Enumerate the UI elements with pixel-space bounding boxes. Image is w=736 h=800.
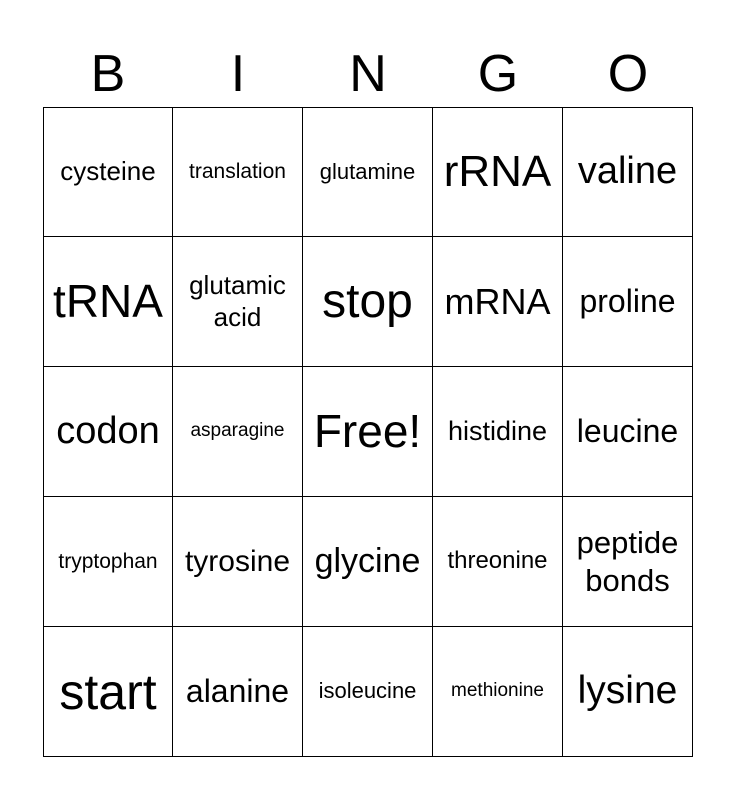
bingo-cell[interactable]: [173, 367, 303, 497]
header-letter-o: O: [607, 45, 649, 103]
bingo-cell[interactable]: [173, 627, 303, 757]
header-letter-b: B: [90, 45, 126, 103]
bingo-cell-label: codon: [56, 409, 160, 452]
bingo-cell[interactable]: [173, 237, 303, 367]
bingo-cell-label: threonine: [447, 547, 548, 575]
header-letter-g: G: [477, 45, 519, 103]
bingo-cell[interactable]: [563, 237, 693, 367]
bingo-cell[interactable]: [43, 367, 173, 497]
bingo-cell[interactable]: [173, 497, 303, 627]
bingo-cell[interactable]: [303, 237, 433, 367]
bingo-cell-label: Free!: [313, 404, 422, 457]
bingo-cell-label: alanine: [185, 673, 290, 710]
bingo-cell[interactable]: [433, 107, 563, 237]
bingo-cell-label: methionine: [451, 680, 544, 702]
bingo-cell[interactable]: [43, 237, 173, 367]
bingo-cell[interactable]: [303, 107, 433, 237]
bingo-cell[interactable]: [303, 367, 433, 497]
bingo-cell-label: glutamine: [319, 158, 416, 184]
bingo-cell[interactable]: [43, 107, 173, 237]
bingo-cell[interactable]: [303, 627, 433, 757]
bingo-cell[interactable]: [563, 497, 693, 627]
bingo-cell[interactable]: [433, 627, 563, 757]
bingo-cell-label: isoleucine: [318, 678, 417, 704]
bingo-cell[interactable]: [433, 497, 563, 627]
bingo-cell-label: peptide bonds: [576, 525, 679, 598]
bingo-cell[interactable]: [303, 497, 433, 627]
bingo-cell-label: mRNA: [444, 280, 551, 322]
bingo-cell-label: tryptophan: [58, 549, 158, 573]
bingo-cell-label: glycine: [314, 542, 421, 581]
bingo-cell[interactable]: [563, 627, 693, 757]
header-letter-n: N: [349, 45, 387, 103]
bingo-cell-label: asparagine: [190, 420, 285, 442]
bingo-cell-label: lysine: [577, 669, 678, 713]
bingo-cell-label: stop: [322, 274, 413, 328]
bingo-cell-label: tyrosine: [184, 544, 291, 578]
bingo-cell[interactable]: [173, 107, 303, 237]
bingo-cell[interactable]: [433, 367, 563, 497]
bingo-cell[interactable]: [563, 107, 693, 237]
header-letter-i: I: [230, 45, 246, 103]
bingo-cell[interactable]: [43, 627, 173, 757]
bingo-cell-label: cysteine: [60, 156, 156, 187]
bingo-board: [43, 107, 693, 757]
bingo-cell[interactable]: [563, 367, 693, 497]
bingo-cell[interactable]: [43, 497, 173, 627]
bingo-cell-label: leucine: [576, 413, 679, 450]
bingo-cell-label: start: [59, 663, 157, 720]
bingo-cell-label: proline: [579, 283, 676, 320]
bingo-cell-label: glutamic acid: [189, 270, 286, 332]
bingo-cell-label: rRNA: [443, 146, 552, 196]
bingo-header: [43, 42, 693, 106]
bingo-cell-label: tRNA: [53, 274, 163, 327]
bingo-cell-label: translation: [189, 160, 286, 184]
bingo-cell[interactable]: [433, 237, 563, 367]
bingo-cell-label: valine: [577, 150, 678, 193]
bingo-cell-label: histidine: [447, 416, 548, 447]
